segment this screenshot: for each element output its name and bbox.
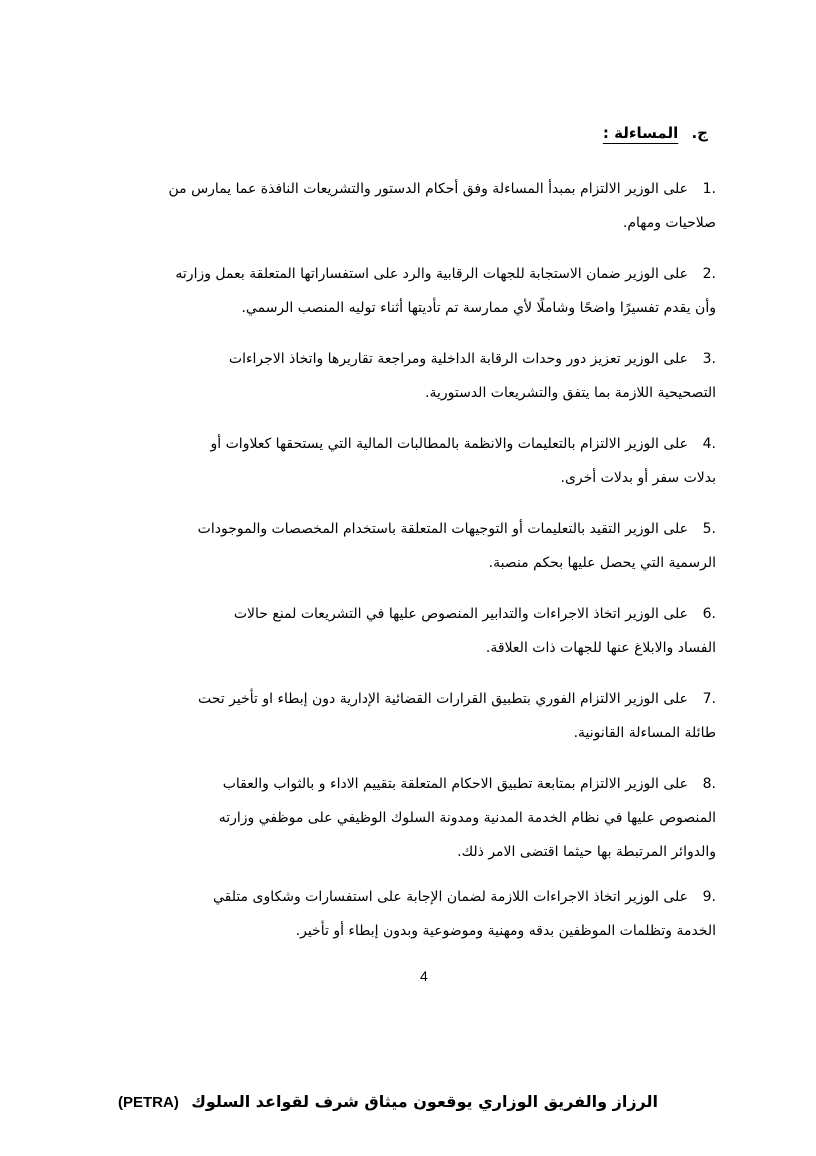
list-item	[124, 427, 716, 495]
item-number: 9.	[702, 889, 716, 905]
footer-caption: الرزاز والفريق الوزاري يوقعون ميثاق شرف لقواعد السلوك	[191, 1092, 658, 1111]
item-text-line: على الوزير التقيد بالتعليمات أو التوجيهات المتعلقة باستخدام المخصصات والموجودات	[197, 521, 688, 537]
section-title: المساءلة :	[602, 124, 679, 142]
list-item	[124, 342, 716, 410]
list-item	[124, 880, 716, 948]
item-text-line: على الوزير اتخاذ الاجراءات اللازمة لضمان الإجابة على استفسارات وشكاوى متلقي	[212, 889, 688, 905]
list-item	[124, 597, 716, 665]
item-number: 7.	[702, 691, 716, 707]
item-text-line: على الوزير الالتزام بمتابعة تطبيق الاحكام المتعلقة بتقييم الاداء و بالثواب والعقاب	[222, 776, 688, 792]
item-number: 5.	[702, 521, 716, 537]
list-item	[124, 257, 716, 325]
footer-caption-block	[118, 1092, 658, 1122]
item-text-line: الخدمة وتظلمات الموظفين بدقه ومهنية وموضوعية وبدون إبطاء أو تأخير.	[295, 923, 716, 939]
item-text-line: على الوزير اتخاذ الاجراءات والتدابير المنصوص عليها في التشريعات لمنع حالات	[233, 606, 688, 622]
item-text-line: التصحيحية اللازمة بما يتفق والتشريعات الدستورية.	[425, 385, 716, 401]
item-text-line: على الوزير ضمان الاستجابة للجهات الرقابية والرد على استفساراتها المتعلقة بعمل وزارته	[175, 266, 688, 282]
section-heading	[603, 124, 708, 142]
list-item	[124, 767, 716, 869]
item-text-line: على الوزير الالتزام بالتعليمات والانظمة بالمطالبات المالية التي يستحقها كعلاوات أو	[210, 436, 688, 452]
footer-source: (PETRA)	[118, 1094, 179, 1111]
item-number: 8.	[702, 776, 716, 792]
section-letter: ج.	[691, 124, 708, 142]
item-text-line: الفساد والابلاغ عنها للجهات ذات العلاقة.	[485, 640, 716, 656]
list-item	[124, 512, 716, 580]
item-text-line: على الوزير الالتزام بمبدأ المساءلة وفق أحكام الدستور والتشريعات النافذة عما يمارس من	[168, 181, 688, 197]
list-item	[124, 172, 716, 240]
page-number: 4	[420, 968, 428, 984]
item-number: 3.	[702, 351, 716, 367]
item-text-line: على الوزير الالتزام الفوري بتطبيق القرارات القضائية الإدارية دون إبطاء او تأخير تحت	[198, 691, 688, 707]
item-text-line: والدوائر المرتبطة بها حيثما اقتضى الامر ذلك.	[457, 844, 716, 860]
item-number: 1.	[702, 181, 716, 197]
list-item	[124, 682, 716, 750]
item-number: 6.	[702, 606, 716, 622]
item-text-line: المنصوص عليها في نظام الخدمة المدنية ومدونة السلوك الوظيفي على موظفي وزارته	[218, 810, 716, 826]
item-text-line: الرسمية التي يحصل عليها بحكم منصبة.	[488, 555, 716, 571]
item-text-line: على الوزير تعزيز دور وحدات الرقابة الداخلية ومراجعة تقاريرها واتخاذ الاجراءات	[228, 351, 688, 367]
item-text-line: وأن يقدم تفسيرًا واضحًا وشاملًا لأي ممارسة تم تأديتها أثناء توليه المنصب الرسمي.	[241, 300, 716, 316]
item-text-line: بدلات سفر أو بدلات أخرى.	[560, 470, 716, 486]
item-text-line: صلاحيات ومهام.	[622, 215, 716, 231]
item-text-line: طائلة المساءلة القانونية.	[573, 725, 716, 741]
item-number: 2.	[702, 266, 716, 282]
item-number: 4.	[702, 436, 716, 452]
